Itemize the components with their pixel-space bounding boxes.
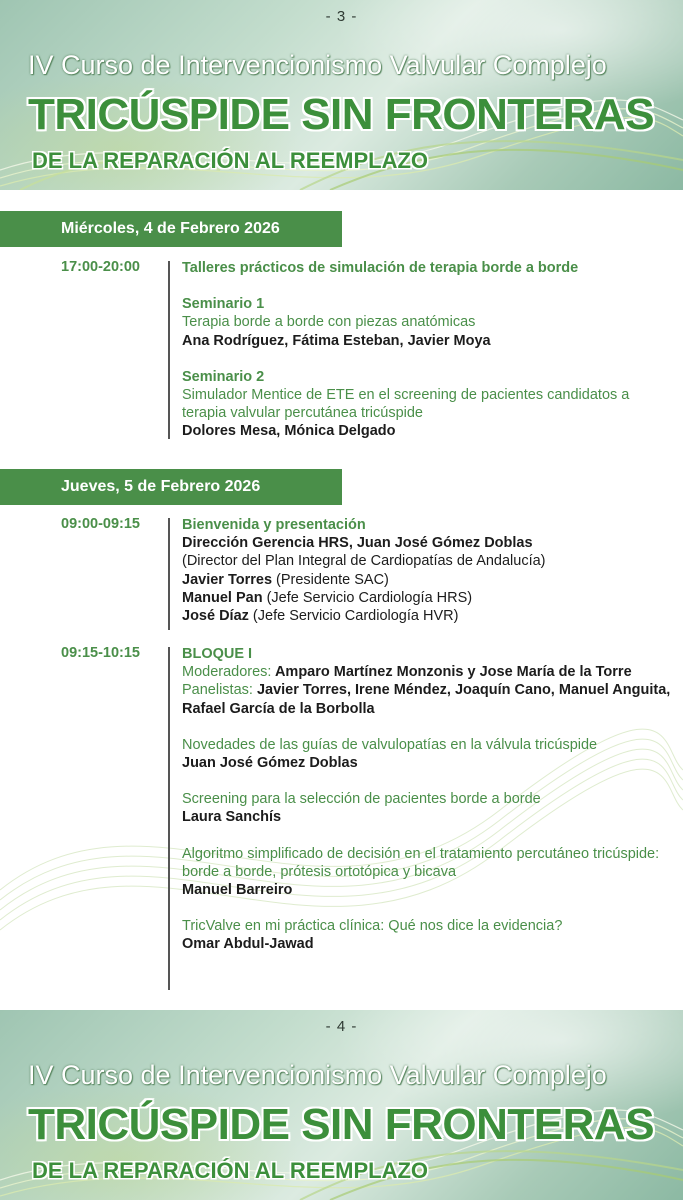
- talk-topic: Screening para la selección de pacientes borde a borde: [182, 791, 541, 808]
- session-content: [182, 645, 672, 954]
- welcome-line: [182, 607, 672, 625]
- panelists: [182, 681, 672, 717]
- page-number: - 4 -: [325, 1018, 358, 1035]
- seminar-label: Seminario 1: [182, 296, 265, 313]
- seminar-topic: Terapia borde a borde con piezas anatómicas: [182, 314, 476, 331]
- moderators: [182, 663, 672, 681]
- session-title: Bienvenida y presentación: [182, 517, 366, 533]
- panelists-names: Javier Torres, Irene Méndez, Joaquín Cano, Manuel Anguita, Rafael García de la Borbolla: [182, 682, 671, 717]
- welcome-line: (Director del Plan Integral de Cardiopatías de Andalucía): [182, 553, 546, 570]
- talk-speaker: Omar Abdul-Jawad: [182, 936, 314, 953]
- seminar-topic: Simulador Mentice de ETE en el screening de pacientes candidatos a terapia valvular percutánea tricúspide: [182, 387, 630, 422]
- session-content: [182, 259, 672, 441]
- welcome-line: Dirección Gerencia HRS, Juan José Gómez Doblas: [182, 535, 533, 552]
- talk-speaker: Laura Sanchís: [182, 809, 282, 826]
- talk-topic: TricValve en mi práctica clínica: Qué nos dice la evidencia?: [182, 918, 563, 935]
- speaker-role: (Jefe Servicio Cardiología HVR): [248, 608, 459, 625]
- course-name: IV Curso de Intervencionismo Valvular Complejo: [28, 50, 607, 80]
- day-header-wednesday: Miércoles, 4 de Febrero 2026: [0, 211, 342, 247]
- event-title: TRICÚSPIDE SIN FRONTERAS: [28, 1100, 655, 1149]
- speaker-name: Javier Torres: [182, 571, 273, 588]
- header-banner-bottom: [0, 1010, 683, 1200]
- speaker-role: (Jefe Servicio Cardiología HRS): [262, 589, 473, 606]
- course-name: IV Curso de Intervencionismo Valvular Complejo: [28, 1060, 607, 1090]
- page-number: - 3 -: [325, 8, 358, 25]
- session-time: 09:00-09:15: [61, 516, 140, 532]
- event-subtitle: DE LA REPARACIÓN AL REEMPLAZO: [32, 148, 429, 173]
- talk-topic: Algoritmo simplificado de decisión en el tratamiento percutáneo tricúspide: borde a borde, prótesis ortotópica y bicava: [182, 845, 660, 880]
- speaker-role: (Presidente SAC): [272, 571, 389, 588]
- session-time: 17:00-20:00: [61, 259, 140, 275]
- header-banner-top: [0, 0, 683, 190]
- welcome-line: [182, 571, 672, 589]
- talk-topic: Novedades de las guías de valvulopatías en la válvula tricúspide: [182, 736, 598, 753]
- event-subtitle: DE LA REPARACIÓN AL REEMPLAZO: [32, 1158, 429, 1183]
- session-content: [182, 516, 672, 625]
- talk-speaker: Manuel Barreiro: [182, 882, 293, 899]
- event-title: TRICÚSPIDE SIN FRONTERAS: [28, 90, 655, 139]
- speaker-name: Manuel Pan: [182, 589, 263, 606]
- welcome-line: [182, 589, 672, 607]
- session-title: Talleres prácticos de simulación de terapia borde a borde: [182, 260, 579, 276]
- moderators-label: Moderadores:: [182, 664, 272, 681]
- session-divider: [168, 518, 170, 630]
- talk-speaker: Juan José Gómez Doblas: [182, 755, 358, 772]
- session-time: 09:15-10:15: [61, 645, 140, 661]
- seminar-speakers: Dolores Mesa, Mónica Delgado: [182, 423, 396, 440]
- day-header-thursday: Jueves, 5 de Febrero 2026: [0, 469, 342, 505]
- seminar-speakers: Ana Rodríguez, Fátima Esteban, Javier Moya: [182, 332, 491, 349]
- moderators-names: Amparo Martínez Monzonis y Jose María de la Torre: [271, 664, 632, 681]
- session-title: BLOQUE I: [182, 646, 253, 662]
- session-divider: [168, 647, 170, 990]
- session-divider: [168, 261, 170, 439]
- panelists-label: Panelistas:: [182, 682, 253, 699]
- speaker-name: José Díaz: [182, 608, 249, 625]
- seminar-label: Seminario 2: [182, 368, 265, 385]
